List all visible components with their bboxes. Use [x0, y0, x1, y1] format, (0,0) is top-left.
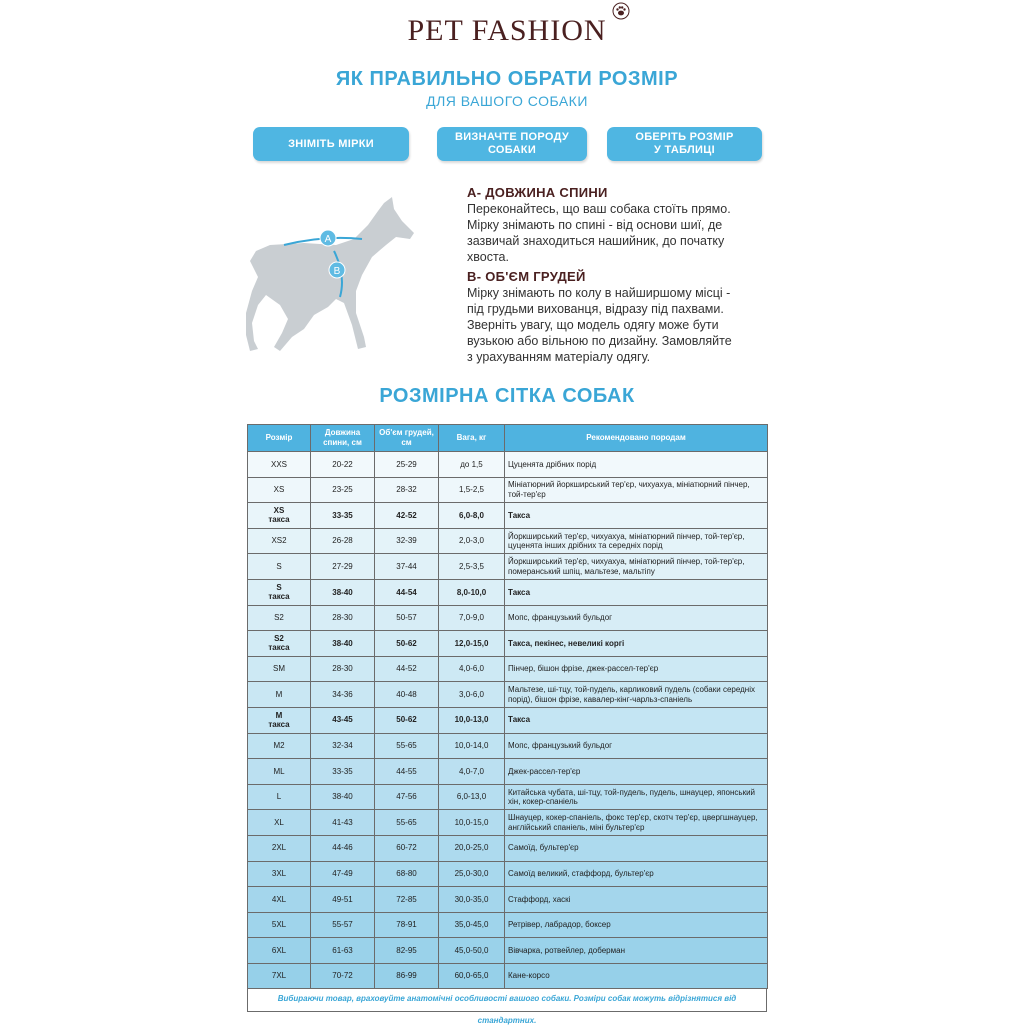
desc-line: вузькою або вільною по дизайну. Замовляйте — [467, 334, 732, 348]
size-cell — [248, 707, 311, 733]
weight-cell: 6,0-8,0 — [439, 503, 505, 529]
step-breed-button — [437, 127, 587, 161]
weight-cell: 8,0-10,0 — [439, 579, 505, 605]
col-header: Довжина спини, см — [311, 425, 375, 452]
size-cell — [248, 503, 311, 529]
size-cell: 4XL — [248, 887, 311, 913]
table-row — [248, 452, 768, 478]
chest-cell: 47-56 — [375, 784, 439, 810]
footer-note: Вибираючи товар, враховуйте анатомічні особливості вашого собаки. Розміри собак можуть відрізнятися від стандартних. — [247, 988, 767, 1012]
size-cell: S2 — [248, 605, 311, 631]
weight-cell: 4,0-6,0 — [439, 656, 505, 682]
weight-cell: 30,0-35,0 — [439, 887, 505, 913]
breeds-cell: Йоркширський тер'єр, чихуахуа, мініатюрний пінчер, той-тер'єр, цуценята інших дрібних та середніх порід — [505, 528, 768, 554]
back-length-cell: 44-46 — [311, 835, 375, 861]
brand-logo: PET FASHION — [407, 14, 607, 47]
desc-line: зазвичай знаходиться нашийник, до початку — [467, 234, 725, 248]
weight-cell: 60,0-65,0 — [439, 963, 505, 989]
breeds-cell: Самоїд, бультер'єр — [505, 835, 768, 861]
size-cell — [248, 579, 311, 605]
chest-cell: 82-95 — [375, 938, 439, 964]
table-row — [248, 759, 768, 785]
breeds-cell: Цуценята дрібних порід — [505, 452, 768, 478]
breeds-cell: Такса, пекінес, невеликі коргі — [505, 631, 768, 657]
table-row — [248, 963, 768, 989]
back-length-cell: 47-49 — [311, 861, 375, 887]
size-cell: SM — [248, 656, 311, 682]
weight-cell: 25,0-30,0 — [439, 861, 505, 887]
breeds-cell: Китайська чубата, ші-тцу, той-пудель, пудель, шнауцер, японський хін, кокер-спаніель — [505, 784, 768, 810]
size-cell: 5XL — [248, 912, 311, 938]
back-length-cell: 26-28 — [311, 528, 375, 554]
table-row — [248, 810, 768, 836]
table-row — [248, 707, 768, 733]
chest-cell: 50-62 — [375, 707, 439, 733]
size-cell: XXS — [248, 452, 311, 478]
breeds-cell: Кане-корсо — [505, 963, 768, 989]
chest-cell: 60-72 — [375, 835, 439, 861]
weight-cell: 2,5-3,5 — [439, 554, 505, 580]
weight-cell: до 1,5 — [439, 452, 505, 478]
weight-cell: 6,0-13,0 — [439, 784, 505, 810]
breeds-cell: Вівчарка, ротвейлер, доберман — [505, 938, 768, 964]
back-length-cell: 41-43 — [311, 810, 375, 836]
weight-cell: 4,0-7,0 — [439, 759, 505, 785]
size-sublabel: такса — [268, 720, 290, 730]
breeds-cell: Мопс, французький бульдог — [505, 605, 768, 631]
weight-cell: 10,0-15,0 — [439, 810, 505, 836]
col-header: Об'єм грудей, см — [375, 425, 439, 452]
breeds-cell: Такса — [505, 579, 768, 605]
size-cell: 6XL — [248, 938, 311, 964]
back-length-cell: 61-63 — [311, 938, 375, 964]
weight-cell: 20,0-25,0 — [439, 835, 505, 861]
weight-cell: 10,0-13,0 — [439, 707, 505, 733]
table-row — [248, 631, 768, 657]
chest-cell: 50-57 — [375, 605, 439, 631]
size-cell: 2XL — [248, 835, 311, 861]
label-b: B — [333, 266, 341, 277]
breeds-cell: Йоркширський тер'єр, чихуахуа, мініатюрний пінчер, той-тер'єр, померанський шпіц, мальтезе, мальтіпу — [505, 554, 768, 580]
breeds-cell: Шнауцер, кокер-спаніель, фокс тер'єр, скотч тер'єр, цвергшнауцер, англійський спаніель, міні бультер'єр — [505, 810, 768, 836]
back-length-cell: 38-40 — [311, 784, 375, 810]
table-row — [248, 912, 768, 938]
back-length-cell: 32-34 — [311, 733, 375, 759]
step-line: СОБАКИ — [487, 144, 537, 156]
size-table-title: РОЗМІРНА СІТКА СОБАК — [379, 385, 635, 407]
col-header: Розмір — [248, 425, 311, 452]
breeds-cell: Такса — [505, 707, 768, 733]
size-label: S — [276, 582, 282, 592]
back-length-cell: 33-35 — [311, 759, 375, 785]
weight-cell: 7,0-9,0 — [439, 605, 505, 631]
page-subtitle: ДЛЯ ВАШОГО СОБАКИ — [426, 93, 588, 109]
chest-cell: 37-44 — [375, 554, 439, 580]
size-sublabel: такса — [268, 515, 290, 525]
back-length-cell: 43-45 — [311, 707, 375, 733]
size-cell: L — [248, 784, 311, 810]
chest-title: В- ОБ'ЄМ ГРУДЕЙ — [467, 269, 586, 284]
desc-line: Зверніть увагу, що модель одягу може бути — [467, 318, 719, 332]
table-row — [248, 528, 768, 554]
weight-cell: 10,0-14,0 — [439, 733, 505, 759]
size-cell: 7XL — [248, 963, 311, 989]
breeds-cell: Мопс, французький бульдог — [505, 733, 768, 759]
chest-cell: 72-85 — [375, 887, 439, 913]
back-length-cell: 23-25 — [311, 477, 375, 503]
back-length-title: А- ДОВЖИНА СПИНИ — [467, 185, 608, 200]
table-header-row — [248, 425, 768, 452]
col-header: Вага, кг — [439, 425, 505, 452]
chest-cell: 44-52 — [375, 656, 439, 682]
size-sublabel: такса — [268, 643, 290, 653]
size-label: M — [275, 710, 283, 720]
back-length-cell: 27-29 — [311, 554, 375, 580]
table-row — [248, 861, 768, 887]
back-length-cell: 20-22 — [311, 452, 375, 478]
weight-cell: 3,0-6,0 — [439, 682, 505, 708]
paw-icon — [612, 2, 630, 20]
back-length-cell: 49-51 — [311, 887, 375, 913]
table-row — [248, 887, 768, 913]
chest-cell: 25-29 — [375, 452, 439, 478]
label-a: A — [324, 234, 332, 245]
desc-line: Мірку знімають по спині - від основи шиї, де — [467, 218, 723, 232]
size-sublabel: такса — [268, 592, 290, 602]
step-size-button — [607, 127, 762, 161]
col-header: Рекомендовано породам — [505, 425, 768, 452]
size-cell: M — [248, 682, 311, 708]
dog-silhouette-illustration — [244, 195, 419, 355]
desc-line: з урахуванням матеріалу одягу. — [467, 350, 651, 364]
size-cell: ML — [248, 759, 311, 785]
table-row — [248, 554, 768, 580]
weight-cell: 2,0-3,0 — [439, 528, 505, 554]
breeds-cell: Стаффорд, хаскі — [505, 887, 768, 913]
back-length-cell: 34-36 — [311, 682, 375, 708]
step-line: У ТАБЛИЦІ — [654, 144, 715, 156]
desc-line: хвоста. — [467, 250, 509, 264]
size-cell: M2 — [248, 733, 311, 759]
desc-line: Мірку знімають по колу в найширшому місці - — [467, 286, 731, 300]
desc-line: під грудьми вихованця, відразу під пахвами. — [467, 302, 724, 316]
breeds-cell: Мальтезе, ші-тцу, той-пудель, карликовий пудель (собаки середніх порід), бішон фрізе, кавалер-кінг-чарльз-спаніель — [505, 682, 768, 708]
chest-cell: 32-39 — [375, 528, 439, 554]
back-length-cell: 28-30 — [311, 605, 375, 631]
weight-cell: 35,0-45,0 — [439, 912, 505, 938]
chest-cell: 28-32 — [375, 477, 439, 503]
step-measure-button — [253, 127, 409, 161]
step-line: ОБЕРІТЬ РОЗМІР — [635, 131, 734, 143]
size-cell: XS2 — [248, 528, 311, 554]
table-row — [248, 938, 768, 964]
chest-cell: 42-52 — [375, 503, 439, 529]
back-length-cell: 70-72 — [311, 963, 375, 989]
chest-cell: 44-55 — [375, 759, 439, 785]
back-length-cell: 38-40 — [311, 579, 375, 605]
size-cell — [248, 631, 311, 657]
size-label: S2 — [274, 633, 284, 643]
chest-cell: 55-65 — [375, 810, 439, 836]
desc-line: Переконайтесь, що ваш собака стоїть прямо. — [467, 202, 731, 216]
back-length-cell: 28-30 — [311, 656, 375, 682]
weight-cell: 1,5-2,5 — [439, 477, 505, 503]
size-label: XS — [273, 505, 285, 515]
chest-cell: 86-99 — [375, 963, 439, 989]
back-length-description — [467, 185, 767, 265]
chest-cell: 78-91 — [375, 912, 439, 938]
table-row — [248, 477, 768, 503]
chest-cell: 55-65 — [375, 733, 439, 759]
breeds-cell: Самоїд великий, стаффорд, бультер'єр — [505, 861, 768, 887]
chest-description — [467, 269, 767, 365]
size-table — [247, 424, 768, 989]
breeds-cell: Ретрівер, лабрадор, боксер — [505, 912, 768, 938]
chest-cell: 44-54 — [375, 579, 439, 605]
breeds-cell: Такса — [505, 503, 768, 529]
size-cell: 3XL — [248, 861, 311, 887]
chest-cell: 40-48 — [375, 682, 439, 708]
back-length-cell: 55-57 — [311, 912, 375, 938]
table-row — [248, 656, 768, 682]
breeds-cell: Мініатюрний йоркширський тер'єр, чихуахуа, мініатюрний пінчер, той-тер'єр — [505, 477, 768, 503]
table-row — [248, 605, 768, 631]
table-row — [248, 503, 768, 529]
size-cell: S — [248, 554, 311, 580]
table-row — [248, 579, 768, 605]
back-length-cell: 38-40 — [311, 631, 375, 657]
table-row — [248, 682, 768, 708]
page-title: ЯК ПРАВИЛЬНО ОБРАТИ РОЗМІР — [335, 68, 679, 90]
chest-cell: 68-80 — [375, 861, 439, 887]
size-cell: XL — [248, 810, 311, 836]
size-cell: XS — [248, 477, 311, 503]
step-line: ЗНІМІТЬ МІРКИ — [288, 137, 374, 150]
table-row — [248, 835, 768, 861]
breeds-cell: Джек-рассел-тер'єр — [505, 759, 768, 785]
step-line: ВИЗНАЧТЕ ПОРОДУ — [454, 131, 569, 143]
table-row — [248, 784, 768, 810]
breeds-cell: Пінчер, бішон фрізе, джек-рассел-тер'єр — [505, 656, 768, 682]
weight-cell: 45,0-50,0 — [439, 938, 505, 964]
chest-cell: 50-62 — [375, 631, 439, 657]
weight-cell: 12,0-15,0 — [439, 631, 505, 657]
back-length-cell: 33-35 — [311, 503, 375, 529]
table-row — [248, 733, 768, 759]
